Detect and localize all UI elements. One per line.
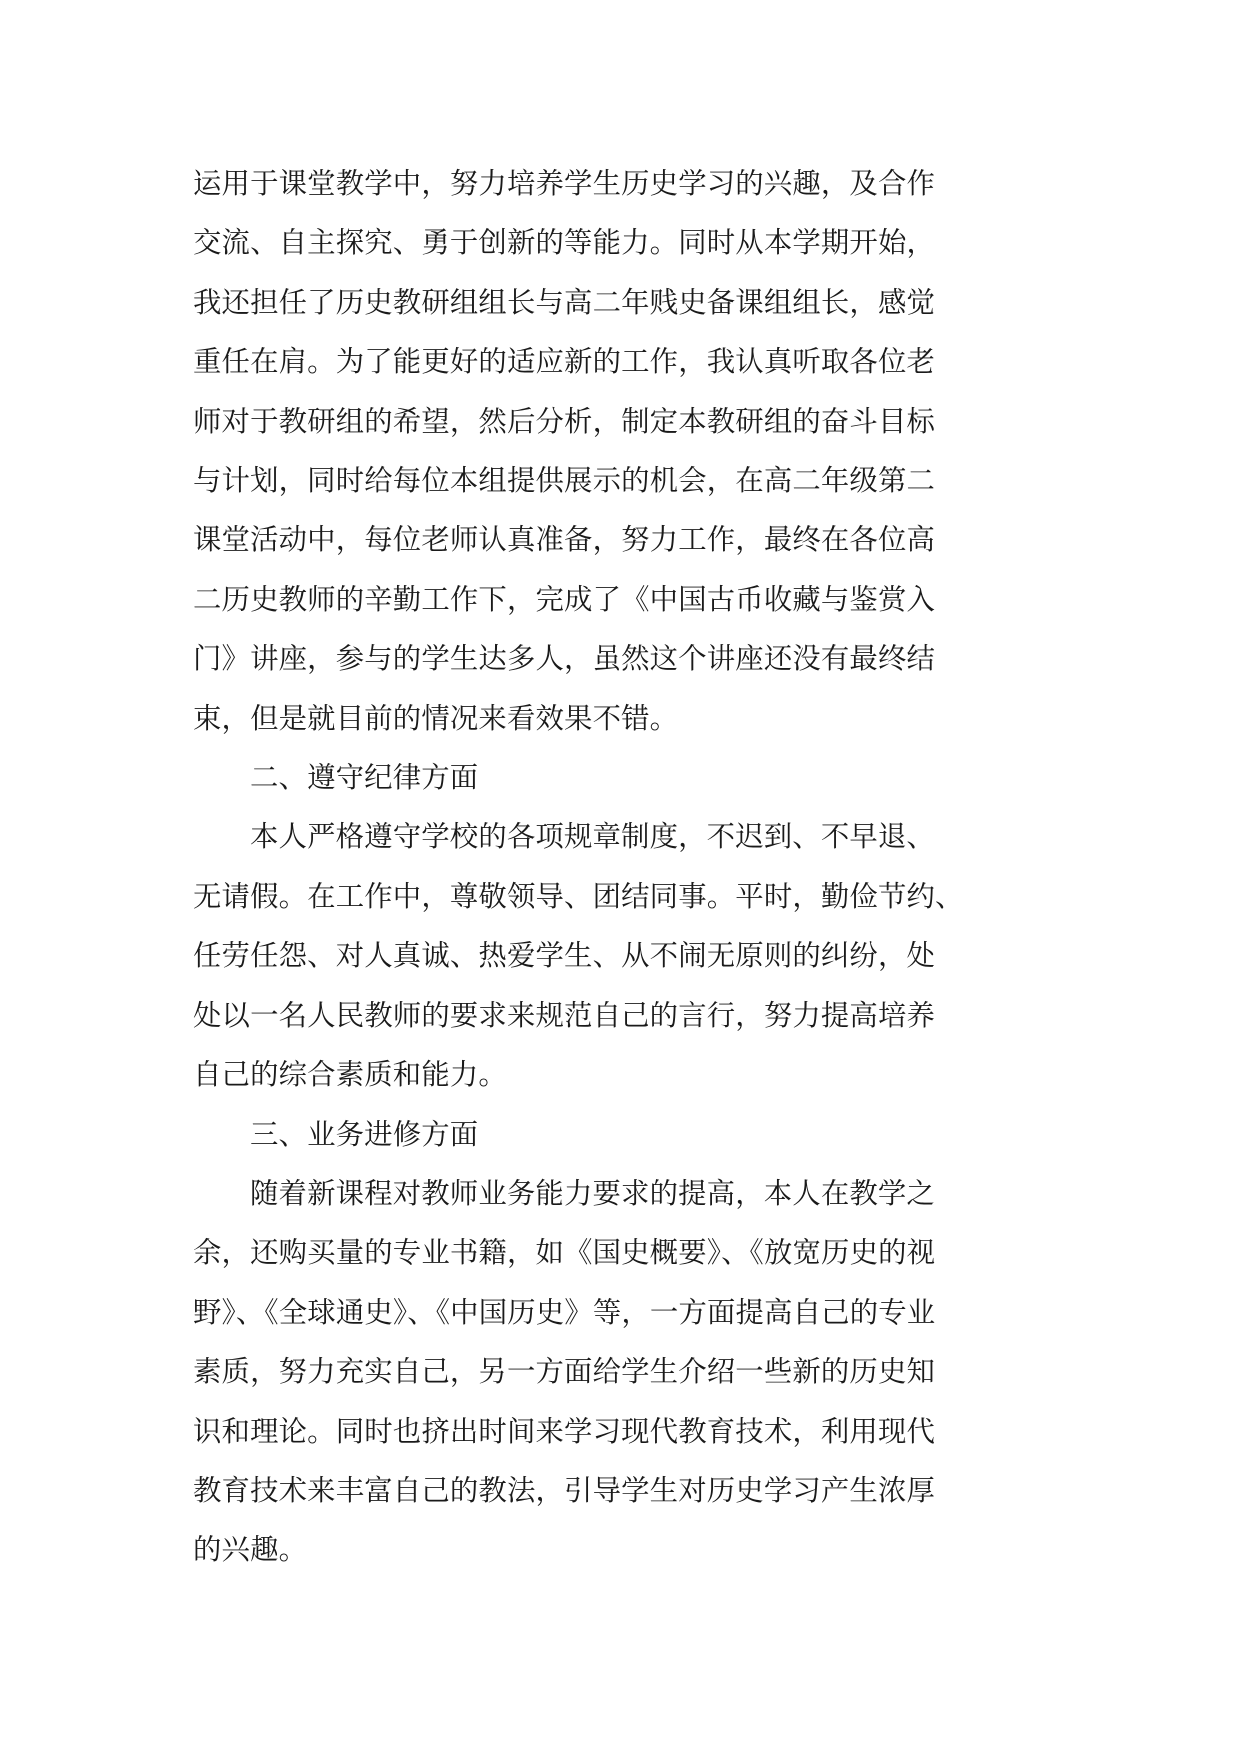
text-line: 本人严格遵守学校的各项规章制度，不迟到、不早退、 <box>250 820 935 854</box>
document-body <box>193 154 1059 1580</box>
text-line: 随着新课程对教师业务能力要求的提高，本人在教学之 <box>250 1176 935 1210</box>
section-heading: 三、业务进修方面 <box>250 1117 479 1151</box>
text-line: 我还担任了历史教研组组长与高二年贱史备课组组长，感觉 <box>193 285 936 319</box>
text-line: 运用于课堂教学中，努力培养学生历史学习的兴趣，及合作 <box>193 167 936 200</box>
text-line: 任劳任怨、对人真诚、热爱学生、从不闹无原则的纠纷，处 <box>193 939 936 973</box>
text-line: 野》、《全球通史》、《中国历史》等，一方面提高自己的专业 <box>193 1295 936 1329</box>
text-line: 处以一名人民教师的要求来规范自己的言行，努力提高培养 <box>193 998 936 1032</box>
text-line: 交流、自主探究、勇于创新的等能力。同时从本学期开始， <box>193 226 936 260</box>
text-line: 二历史教师的辛勤工作下，完成了《中国古币收藏与鉴赏入 <box>193 582 936 616</box>
text-line: 重任在肩。为了能更好的适应新的工作，我认真听取各位老 <box>193 345 936 379</box>
text-line: 与计划，同时给每位本组提供展示的机会，在高二年级第二 <box>193 464 936 498</box>
text-line: 教育技术来丰富自己的教法，引导学生对历史学习产生浓厚 <box>193 1473 936 1507</box>
text-line: 素质，努力充实自己，另一方面给学生介绍一些新的历史知 <box>193 1355 936 1389</box>
text-line: 师对于教研组的希望，然后分析，制定本教研组的奋斗目标 <box>193 404 936 438</box>
text-line: 门》讲座，参与的学生达多人，虽然这个讲座还没有最终结 <box>193 642 936 676</box>
paragraph-discipline <box>193 807 1059 1104</box>
text-line: 自己的综合素质和能力。 <box>193 1058 507 1092</box>
section-heading-study <box>193 1105 1059 1164</box>
text-line: 课堂活动中，每位老师认真准备，努力工作，最终在各位高 <box>193 523 936 557</box>
text-line: 的兴趣。 <box>193 1533 308 1567</box>
section-heading: 二、遵守纪律方面 <box>250 761 479 795</box>
text-line: 识和理论。同时也挤出时间来学习现代教育技术，利用现代 <box>193 1414 936 1448</box>
paragraph-teaching <box>193 154 1059 748</box>
text-line: 余，还购买量的专业书籍，如《国史概要》、《放宽历史的视 <box>193 1236 936 1270</box>
paragraph-study <box>193 1164 1059 1580</box>
text-line: 束，但是就目前的情况来看效果不错。 <box>193 701 679 735</box>
section-heading-discipline <box>193 748 1059 807</box>
text-line: 无请假。在工作中，尊敬领导、团结同事。平时，勤俭节约、 <box>193 879 964 913</box>
